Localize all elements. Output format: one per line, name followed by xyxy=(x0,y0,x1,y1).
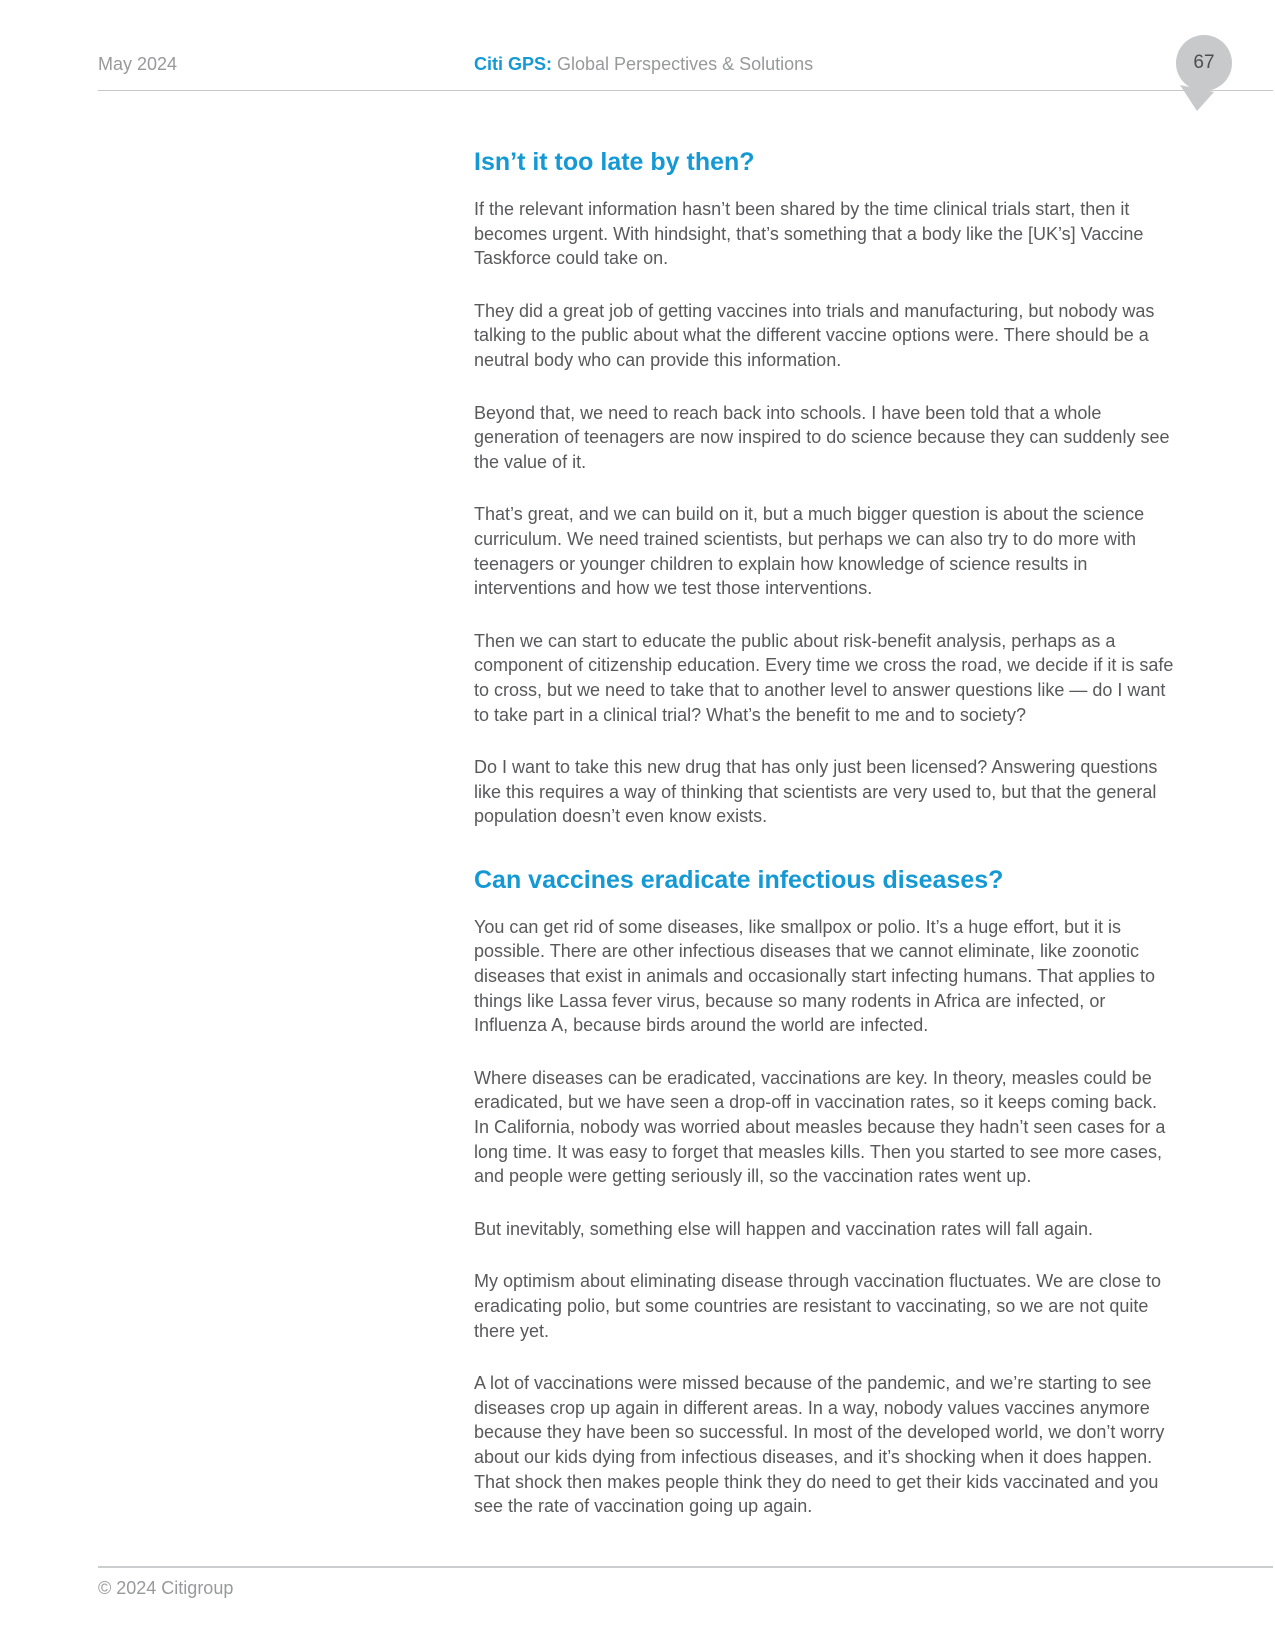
section-eradicate-diseases xyxy=(474,865,1176,1519)
paragraph: But inevitably, something else will happen and vaccination rates will fall again. xyxy=(474,1218,1094,1239)
main-content xyxy=(474,147,1176,1519)
paragraph: My optimism about eliminating disease through vaccination fluctuates. We are close to eradicating polio, but some countries are resistant to vaccinating, so we are not quite there yet. xyxy=(474,1271,1162,1341)
paragraph: You can get rid of some diseases, like smallpox or polio. It’s a huge effort, but it is possible. There are other infectious diseases that we cannot eliminate, like zoonotic diseases that exist in animals and occasionally start infecting humans. That applies to things like Lassa fever virus, because so many rodents in Africa are infected, or Influenza A, because birds around the world are infected. xyxy=(474,916,1156,1036)
page-number-circle xyxy=(1176,35,1232,91)
section-heading: Isn’t it too late by then? xyxy=(474,148,755,176)
paragraph: Beyond that, we need to reach back into schools. I have been told that a whole generation of teenagers are now inspired to do science because they can suddenly see the value of it. xyxy=(474,402,1170,472)
paragraph: That’s great, and we can build on it, but a much bigger question is about the science curriculum. We need trained scientists, but perhaps we can also try to do more with teenagers or younger children to explain how knowledge of science results in interventions and how we test those interventions. xyxy=(474,504,1145,599)
header-rule xyxy=(98,90,1273,91)
paragraph: They did a great job of getting vaccines into trials and manufacturing, but nobody was talking to the public about what the different vaccine options were. There should be a neutral body who can provide this information. xyxy=(474,300,1155,370)
section-too-late xyxy=(474,147,1176,829)
paragraph: Where diseases can be eradicated, vaccinations are key. In theory, measles could be eradicated, but we have seen a drop-off in vaccination rates, so it keeps coming back. In California, nobody was worried about measles because they hadn’t seen cases for a long time. It was easy to forget that measles kills. Then you started to see more cases, and people were getting seriously ill, so the vaccination rates went up. xyxy=(474,1067,1166,1187)
paragraph: Then we can start to educate the public about risk-benefit analysis, perhaps as a component of citizenship education. Every time we cross the road, we decide if it is safe to cross, but we need to take that to another level to answer questions like — do I want to take part in a clinical trial? What’s the benefit to me and to society? xyxy=(474,630,1174,725)
header-brand-suffix: Global Perspectives & Solutions xyxy=(552,54,814,74)
header-brand: Citi GPS: xyxy=(474,54,553,74)
header-title xyxy=(474,54,813,75)
footer-copyright: © 2024 Citigroup xyxy=(98,1578,234,1598)
footer-rule xyxy=(98,1566,1273,1568)
section-heading: Can vaccines eradicate infectious diseases? xyxy=(474,865,1004,894)
paragraph: Do I want to take this new drug that has only just been licensed? Answering questions like this requires a way of thinking that scientists are very used to, but that the general population doesn’t even know exists. xyxy=(474,757,1158,827)
page-number-badge xyxy=(1176,35,1232,115)
paragraph: If the relevant information hasn’t been shared by the time clinical trials start, then it becomes urgent. With hindsight, that’s something that a body like the [UK’s] Vaccine Taskforce could take on. xyxy=(474,199,1144,269)
paragraph: A lot of vaccinations were missed because of the pandemic, and we’re starting to see diseases crop up again in different areas. In a way, nobody values vaccines anymore because they have been so successful. In most of the developed world, we don’t worry about our kids dying from infectious diseases, and it’s shocking when it does happen. That shock then makes people think they do need to get their kids vaccinated and you see the rate of vaccination going up again. xyxy=(474,1373,1165,1517)
header-date: May 2024 xyxy=(98,54,178,74)
page-number: 67 xyxy=(1193,52,1215,73)
